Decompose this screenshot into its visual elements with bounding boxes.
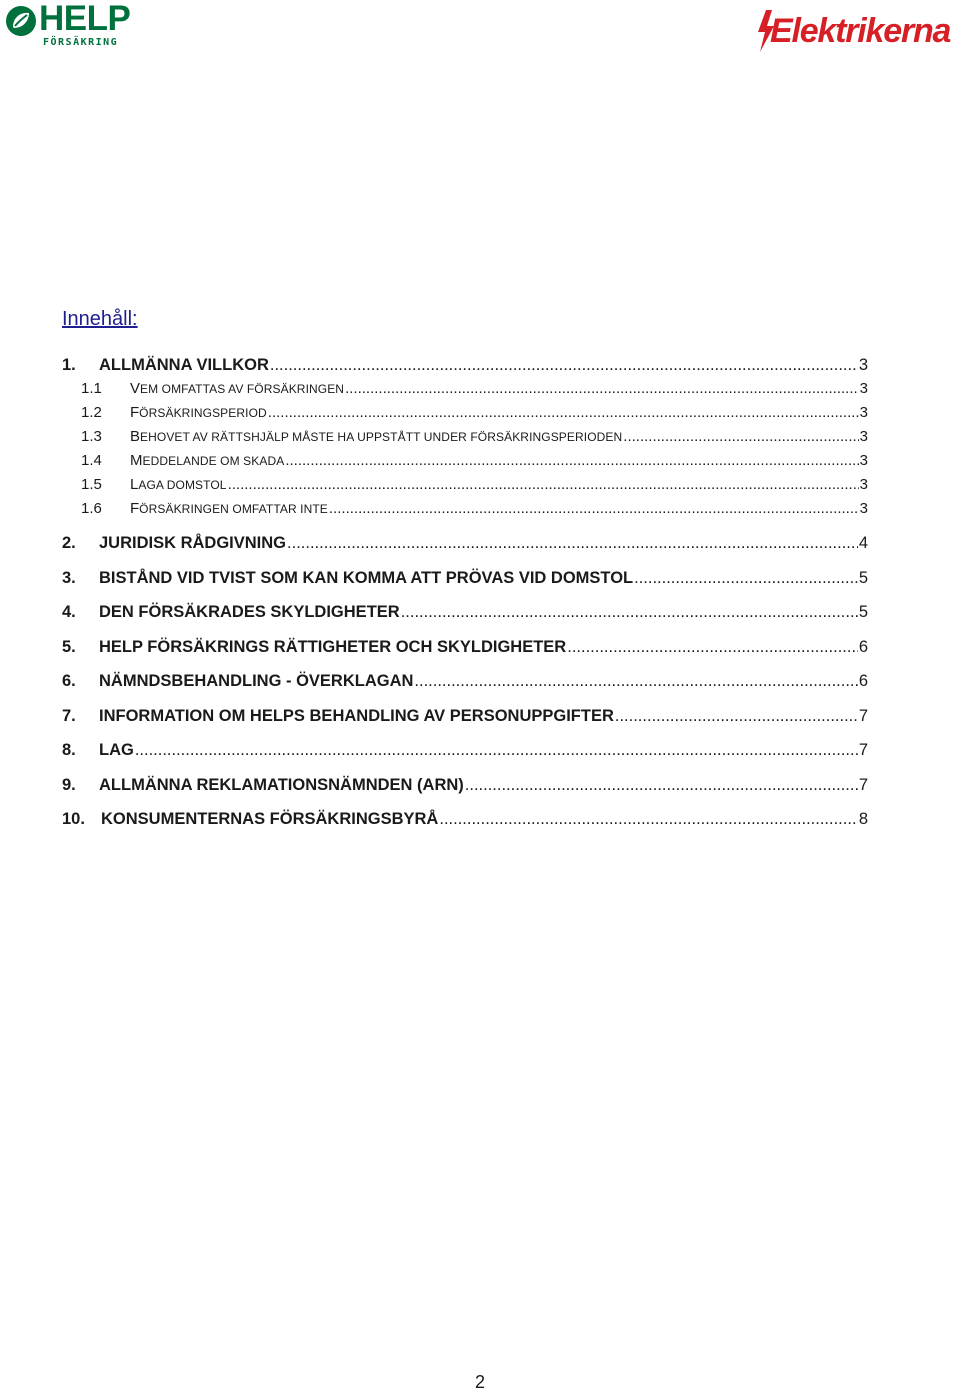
- toc-item-title: NÄMNDSBEHANDLING - ÖVERKLAGAN: [99, 672, 414, 690]
- toc-item-10[interactable]: [62, 808, 868, 830]
- toc-item-title: LAGA DOMSTOL: [130, 476, 227, 493]
- toc-item-number: 1.2: [81, 404, 102, 421]
- toc-item-page: 7: [858, 707, 868, 725]
- toc-item-8[interactable]: [62, 739, 868, 761]
- toc-leader-dots: [270, 354, 858, 376]
- toc-item-number: 1.5: [81, 476, 102, 493]
- help-leaf-icon: [5, 5, 37, 37]
- toc-item-title: FÖRSÄKRINGSPERIOD: [130, 404, 267, 421]
- help-logo-sub: FÖRSÄKRING: [43, 37, 119, 48]
- toc-item-1[interactable]: [62, 354, 868, 376]
- toc-item-title: JURIDISK RÅDGIVNING: [99, 534, 287, 552]
- toc-leader-dots: [401, 601, 858, 623]
- toc-item-title: KONSUMENTERNAS FÖRSÄKRINGSBYRÅ: [101, 810, 439, 828]
- toc-item-title: VEM OMFATTAS AV FÖRSÄKRINGEN: [130, 380, 345, 397]
- toc-item-title: ALLMÄNNA REKLAMATIONSNÄMNDEN (ARN): [99, 776, 464, 794]
- toc-item-page: 3: [859, 428, 868, 445]
- toc-item-page: 7: [858, 741, 868, 759]
- toc-item-title: INFORMATION OM HELPS BEHANDLING AV PERSONUPPGIFTER: [99, 707, 614, 725]
- toc-item-page: 3: [859, 404, 868, 421]
- toc-item-title: DEN FÖRSÄKRADES SKYLDIGHETER: [99, 603, 400, 621]
- toc-item-6[interactable]: [62, 670, 868, 692]
- toc-item-7[interactable]: [62, 705, 868, 727]
- toc-item-number: 8.: [62, 741, 76, 759]
- toc-item-page: 3: [859, 452, 868, 469]
- toc-item-page: 6: [858, 672, 868, 690]
- toc-item-5[interactable]: [62, 636, 868, 658]
- page-number: 2: [474, 1372, 485, 1392]
- toc-leader-dots: [414, 670, 857, 692]
- toc-item-page: 6: [858, 638, 868, 656]
- toc-leader-dots: [439, 808, 857, 830]
- toc-item-1-5[interactable]: [81, 475, 868, 495]
- toc-item-title: LAG: [99, 741, 134, 759]
- toc-item-page: 3: [859, 380, 868, 397]
- elektrikerna-logo-word: Elektrikerna: [770, 12, 951, 50]
- toc-item-page: 7: [858, 776, 868, 794]
- toc-item-1-1[interactable]: [81, 379, 868, 399]
- toc-item-page: 4: [858, 534, 868, 552]
- toc-item-page: 5: [858, 603, 868, 621]
- toc-leader-dots: [634, 567, 858, 589]
- help-logo-word: HELP: [39, 0, 131, 38]
- toc-item-page: 3: [859, 500, 868, 517]
- toc-leader-dots: [567, 636, 858, 658]
- toc-item-page: 3: [858, 356, 868, 374]
- toc-item-page: 8: [858, 810, 868, 828]
- toc-item-number: 2.: [62, 534, 76, 552]
- toc-item-title: MEDDELANDE OM SKADA: [130, 452, 285, 469]
- toc-item-3[interactable]: [62, 567, 868, 589]
- elektrikerna-logo: [752, 10, 958, 54]
- toc-item-number: 1.1: [81, 380, 102, 397]
- toc-item-title: ALLMÄNNA VILLKOR: [99, 356, 269, 374]
- toc-leader-dots: [345, 379, 859, 399]
- toc-item-number: 3.: [62, 569, 76, 587]
- toc-item-1-3[interactable]: [81, 427, 868, 447]
- toc-item-number: 1.4: [81, 452, 102, 469]
- toc-item-1-2[interactable]: [81, 403, 868, 423]
- toc-item-title: BISTÅND VID TVIST SOM KAN KOMMA ATT PRÖVAS VID DOMSTOL: [99, 569, 634, 587]
- toc-leader-dots: [329, 499, 859, 519]
- toc-item-9[interactable]: [62, 774, 868, 796]
- toc-item-4[interactable]: [62, 601, 868, 623]
- toc-leader-dots: [287, 532, 858, 554]
- toc-item-title: FÖRSÄKRINGEN OMFATTAR INTE: [130, 500, 328, 517]
- toc-leader-dots: [135, 739, 858, 761]
- toc-item-1-4[interactable]: [81, 451, 868, 471]
- toc-item-number: 7.: [62, 707, 76, 725]
- toc-leader-dots: [268, 403, 859, 423]
- toc-item-page: 3: [859, 476, 868, 493]
- toc-item-number: 1.6: [81, 500, 102, 517]
- toc-item-number: 6.: [62, 672, 76, 690]
- toc-item-number: 9.: [62, 776, 76, 794]
- toc-item-number: 1.: [62, 356, 76, 374]
- toc-heading: Innehåll:: [62, 308, 138, 330]
- toc-item-title: BEHOVET AV RÄTTSHJÄLP MÅSTE HA UPPSTÅTT UNDER FÖRSÄKRINGSPERIODEN: [130, 428, 623, 445]
- toc-item-number: 10.: [62, 810, 85, 828]
- toc-item-number: 5.: [62, 638, 76, 656]
- toc-item-1-6[interactable]: [81, 499, 868, 519]
- toc-item-number: 1.3: [81, 428, 102, 445]
- toc-leader-dots: [615, 705, 858, 727]
- toc-leader-dots: [228, 475, 859, 495]
- toc-item-title: HELP FÖRSÄKRINGS RÄTTIGHETER OCH SKYLDIGHETER: [99, 638, 567, 656]
- toc-leader-dots: [465, 774, 858, 796]
- toc-item-page: 5: [858, 569, 868, 587]
- toc-leader-dots: [285, 451, 858, 471]
- help-forsakring-logo: [5, 0, 135, 49]
- toc-item-2[interactable]: [62, 532, 868, 554]
- toc-leader-dots: [623, 427, 858, 447]
- toc-item-number: 4.: [62, 603, 76, 621]
